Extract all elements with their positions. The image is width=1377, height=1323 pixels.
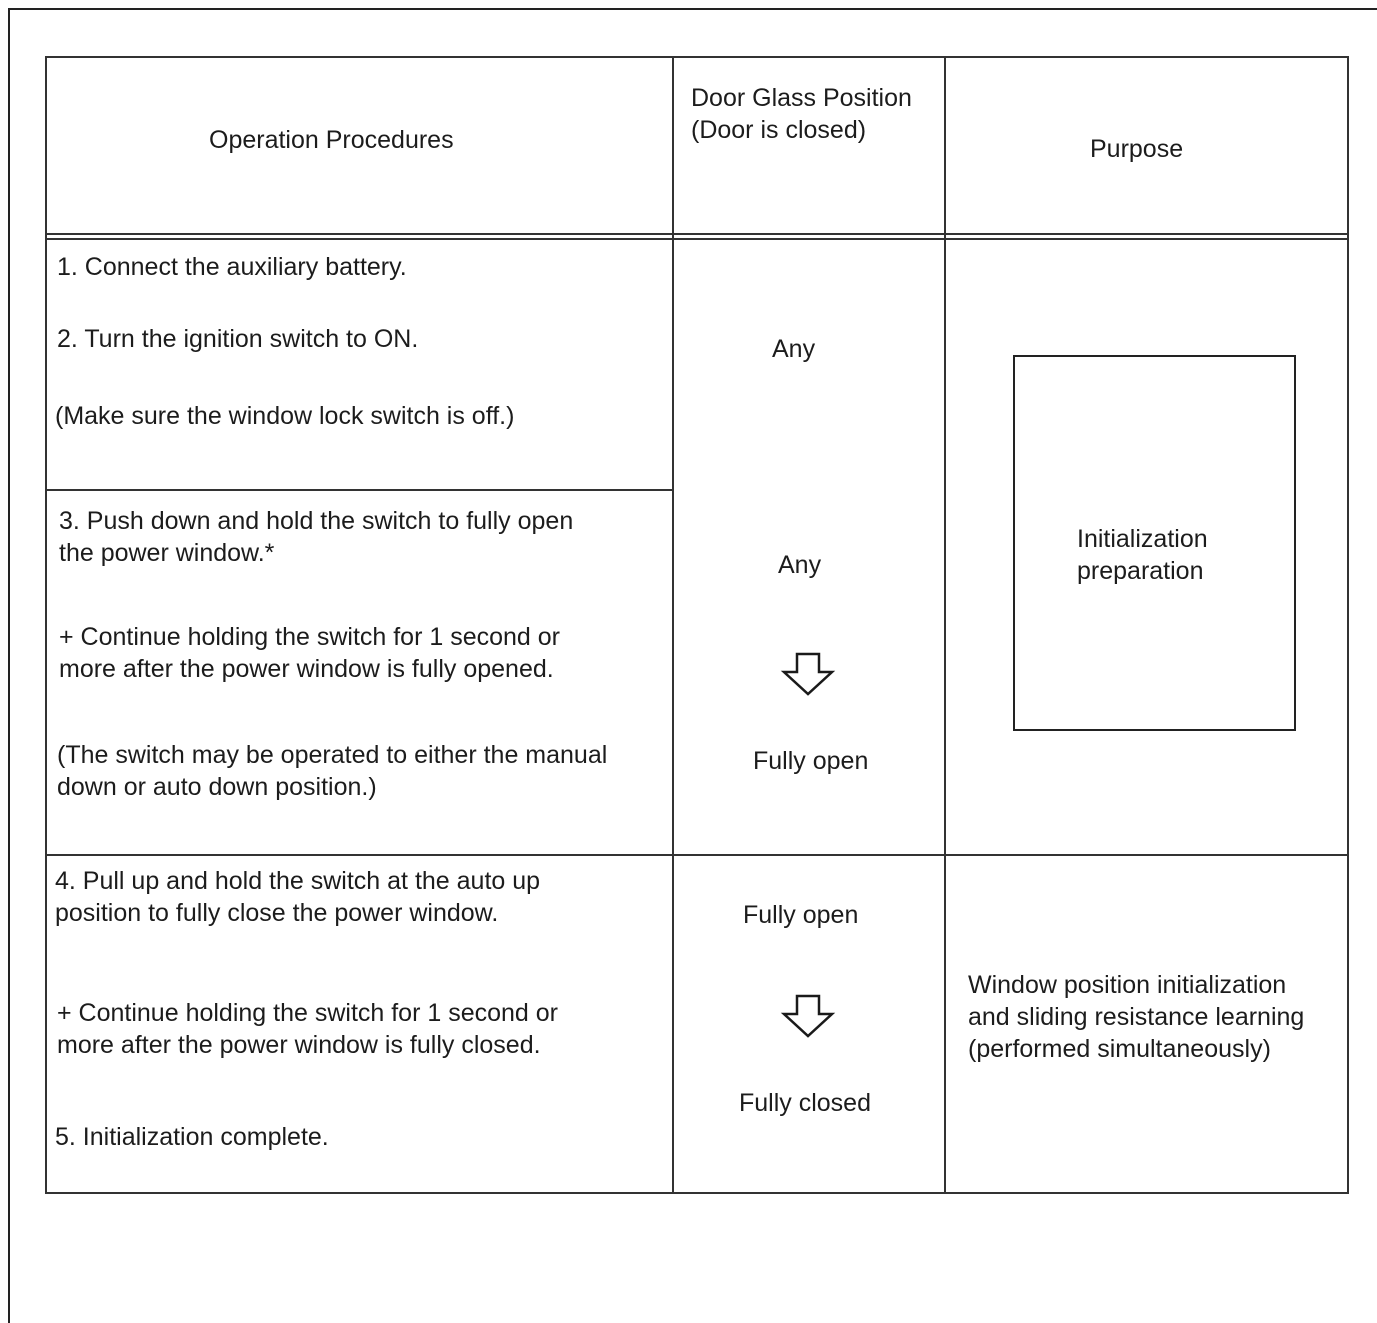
header-door-glass-position: Door Glass Position xyxy=(691,84,912,112)
header-door-closed-note: (Door is closed) xyxy=(691,116,867,144)
window-lock-note: (Make sure the window lock switch is off.) xyxy=(55,402,515,430)
row-divider-2 xyxy=(45,854,1349,856)
step-4-continue-line-1: + Continue holding the switch for 1 second or xyxy=(57,999,559,1027)
header-divider-a xyxy=(45,233,1349,235)
purpose-learning-line-3: (performed simultaneously) xyxy=(968,1035,1271,1063)
column-divider-1 xyxy=(672,56,674,1194)
step-3-continue-line-1: + Continue holding the switch for 1 second or xyxy=(59,623,561,651)
step-5-text: 5. Initialization complete. xyxy=(55,1123,329,1151)
table-border-left xyxy=(45,56,47,1194)
table-border-right xyxy=(1347,56,1349,1194)
header-purpose: Purpose xyxy=(1090,135,1184,163)
down-arrow-icon xyxy=(780,652,836,696)
step-1-text: 1. Connect the auxiliary battery. xyxy=(57,253,407,281)
row3-position-from: Fully open xyxy=(743,901,859,929)
row-divider-1 xyxy=(45,489,674,491)
purpose-preparation-line-2: preparation xyxy=(1077,557,1204,585)
step-3-switch-note-line-1: (The switch may be operated to either the manual xyxy=(57,741,608,769)
step-3-switch-note-line-2: down or auto down position.) xyxy=(57,773,377,801)
row1-position: Any xyxy=(772,335,816,363)
column-divider-2 xyxy=(944,56,946,1194)
step-3-line-2: the power window.* xyxy=(59,539,275,567)
step-4-continue-line-2: more after the power window is fully closed. xyxy=(57,1031,541,1059)
purpose-learning-line-2: and sliding resistance learning xyxy=(968,1003,1305,1031)
header-operation-procedures: Operation Procedures xyxy=(209,126,454,154)
down-arrow-icon xyxy=(780,994,836,1038)
step-3-continue-line-2: more after the power window is fully opened. xyxy=(59,655,554,683)
step-3-line-1: 3. Push down and hold the switch to fully open xyxy=(59,507,574,535)
step-4-line-2: position to fully close the power window. xyxy=(55,899,499,927)
purpose-preparation-line-1: Initialization xyxy=(1077,525,1208,553)
step-4-line-1: 4. Pull up and hold the switch at the auto up xyxy=(55,867,541,895)
purpose-learning-line-1: Window position initialization xyxy=(968,971,1287,999)
header-divider-b xyxy=(45,238,1349,240)
table-border-top xyxy=(45,56,1349,58)
table-border-bottom xyxy=(45,1192,1349,1194)
row2-position-from: Any xyxy=(778,551,822,579)
row2-position-to: Fully open xyxy=(753,747,869,775)
step-2-text: 2. Turn the ignition switch to ON. xyxy=(57,325,419,353)
row3-position-to: Fully closed xyxy=(739,1089,871,1117)
